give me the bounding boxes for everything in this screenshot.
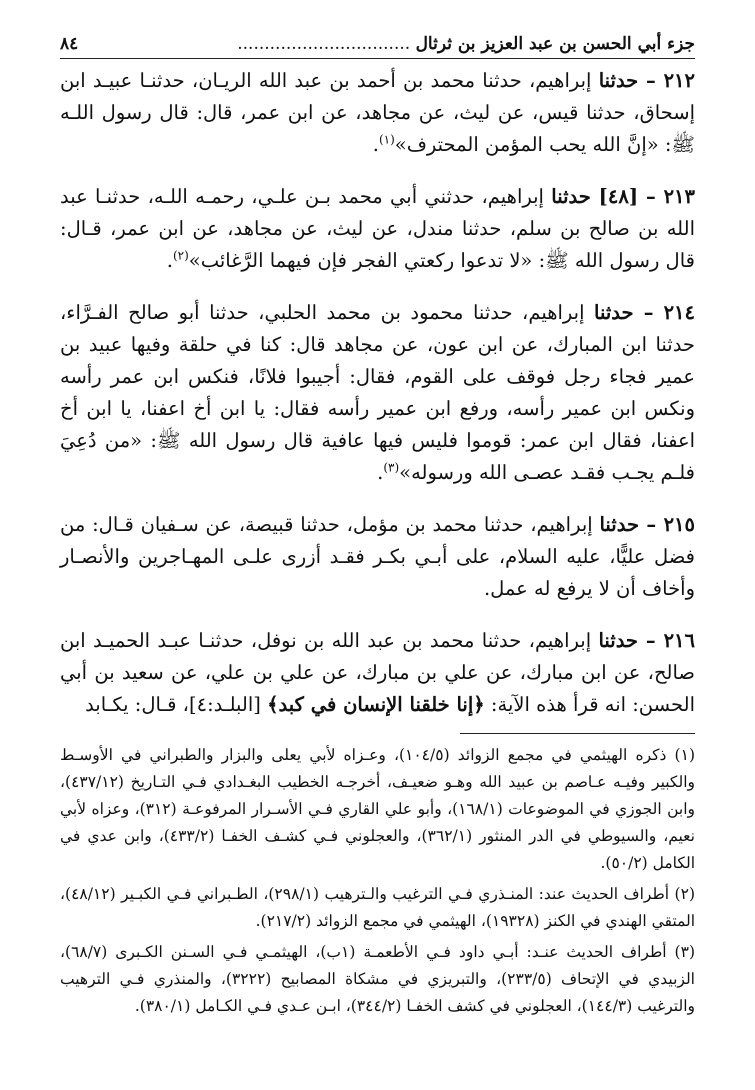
hadith-dash: –	[633, 301, 664, 324]
footnote-ref: (٢)	[172, 248, 189, 263]
book-title: جزء أبي الحسن بن عبد العزيز بن ثرثال .....	[237, 34, 695, 54]
footnote-separator	[460, 733, 695, 734]
hadith-215	[60, 509, 695, 611]
hadith-lead: [٤٨] حدثنا	[551, 185, 639, 208]
verse-reference: [البلـد:٤]، قـال: يكـابد	[85, 693, 268, 716]
hadith-tail: .	[166, 249, 173, 272]
hadith-text: إبراهيم، حدثنا محمد بن مؤمل، حدثنا قبيصة، عن سـفيان قـال: من فضل عليًّا، عليه السلام، على أبـي بكـر فقـد أزرى علـى المهـاجرين والأنصـار وأخاف أن لا يرفع له عمل.	[60, 513, 695, 600]
hadith-dash: –	[638, 185, 664, 208]
quran-verse: ﴿إنا خلقنا الإنسان في كبد﴾	[267, 693, 485, 716]
hadith-text: إبراهيم، حدثنا محمود بن محمد الحلبي، حدثنا أبو صالح الفـرَّاء، حدثنا ابن المبارك، عن ابن عون، عن مجاهد قال: كنا في حلقة وفيها عبيد بن عمير فجاء رجل فوقف على القوم، فقال: أجيبوا فلانًا، فنكس ابن عمر رأسه ونكس ابن عمير رأسه، ورفع ابن عمير رأسه فقال: يا ابن أخ اعفنا، يا ابن أخ اعفنا، فقال ابن عمر: قوموا فليس فيها عافية قال رسول الله ﷺ: «من دُعِيَ فلـم يجـب فقـد عصـى الله ورسوله»	[60, 301, 695, 484]
hadith-lead: حدثنا	[594, 301, 634, 324]
hadith-number: ٢١٦	[663, 629, 695, 652]
hadith-text: إبراهيم، حدثني أبي محمد بـن علـي، رحمـه اللـه، حدثنـا عبد الله بن صالح بن سلم، حدثنا مندل، عن ليث، عن مجاهد، عن ابن عمر، قـال: قال رسول الله ﷺ: «لا تدعوا ركعتي الفجر فإن فيهما الرَّغائب»	[60, 185, 695, 272]
hadith-tail: .	[372, 133, 379, 156]
page-number: ٨٤	[60, 34, 79, 54]
hadith-213	[60, 181, 695, 283]
hadith-lead: حدثنا	[598, 69, 639, 92]
hadith-214	[60, 297, 695, 495]
hadith-lead: حدثنا	[599, 513, 640, 536]
running-header	[60, 34, 695, 59]
hadith-dash: –	[638, 69, 664, 92]
hadith-lead: حدثنا	[598, 629, 638, 652]
footnote-ref: (١)	[378, 132, 395, 147]
hadith-text: إبراهيم، حدثنا محمد بن عبد الله بن نوفل، حدثنـا عبـد الحميـد ابن صالح، عن ابن مبارك، عن علي بن مبارك، عن علي بن علي، عن سعيد بن أبي الحسن: انه قرأ هذه الآية:	[60, 629, 695, 716]
hadith-216	[60, 625, 695, 727]
footnote-1: (١) ذكره الهيثمي في مجمع الزوائد (١٠٤/٥)، وعـزاه لأبي يعلى والبزار والطبراني في الأوسـط والكبير وفيـه عـاصم بن عبيد الله وهـو ضعيـف، أخرجـه الخطيب البغـدادي فـي التـاريخ (٤٣٧/١٢)، وابن الجوزي في الموضوعات (١٦٨/١)، وأبو علي القاري فـي الأسـرار المرفوعـة (٣١٢)، وعزاه لأبي نعيم، والسيوطي في الدر المنثور (٣٦٢/١)، والعجلوني فـي كشـف الخفـا (٤٣٣/٢)، وابن عدي في الكامل (٥٠/٢).	[60, 746, 695, 872]
hadith-tail: .	[377, 461, 384, 484]
hadith-number: ٢١٤	[663, 301, 695, 324]
hadith-number: ٢١٢	[663, 69, 695, 92]
hadith-number: ٢١٥	[663, 513, 695, 536]
hadith-212	[60, 65, 695, 167]
footnote-2: (٢) أطراف الحديث عند: المنـذري فـي الترغيب والـترهيب (٢٩٨/١)، الطـبراني فـي الكبـير (٤٨/١٢)، المتقي الهندي في الكنز (١٩٣٢٨)، الهيثمي في مجمع الزوائد (٢١٧/٢).	[60, 885, 695, 930]
hadith-dash: –	[637, 629, 664, 652]
hadith-text: إبراهيم، حدثنا محمد بن أحمد بن عبد الله الريـان، حدثنـا عبيـد ابن إسحاق، حدثنا قيس، عن ليث، عن مجاهد، عن ابن عمر، قال: قال رسول اللـه ﷺ: «إنَّ الله يحب المؤمن المحترف»	[60, 69, 695, 156]
hadith-dash: –	[639, 513, 664, 536]
footnote-ref: (٣)	[383, 460, 400, 475]
hadith-number: ٢١٣	[663, 185, 695, 208]
footnote-3: (٣) أطراف الحديث عنـد: أبـي داود فـي الأطعمـة (١ب)، الهيثمـي فـي السـنن الكـبرى (٦٨/٧)، الزبيدي في الإتحاف (٢٣٣/٥)، والتبريزي في مشكاة المصابيح (٣٢٢٢)، والمنذري فـي الترهيب والترغيب (١٤٤/٣)، العجلوني في كشف الخفـا (٣٤٤/٢)، ابـن عـدي فـي الكـامل (٣٨٠/١).	[60, 943, 695, 1015]
